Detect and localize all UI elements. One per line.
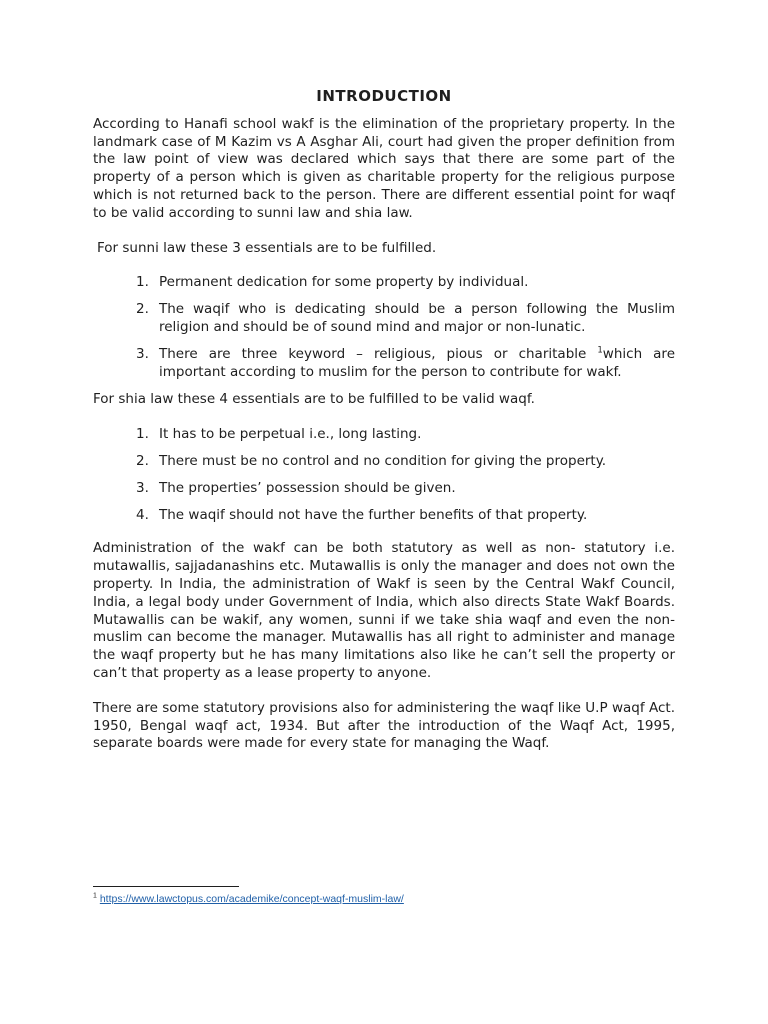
list-number: 1.: [136, 274, 149, 291]
page-title: INTRODUCTION: [316, 87, 452, 105]
sunni-essentials-list: [136, 274, 675, 381]
document-body: [93, 88, 675, 753]
list-number: 4.: [136, 506, 149, 523]
list-text: There must be no control and no condition for giving the property.: [159, 452, 607, 469]
footnote-link[interactable]: https://www.lawctopus.com/academike/concept-waqf-muslim-law/: [99, 893, 404, 905]
list-text-after: which are important according to muslim for the person to contribute for wakf.: [159, 345, 675, 380]
list-item: [136, 480, 675, 498]
list-number: 2.: [136, 452, 149, 469]
list-text: The waqif who is dedicating should be a person following the Muslim religion and should be of sound mind and major or non-lunatic.: [159, 301, 675, 335]
footnote-separator: [93, 886, 239, 887]
list-text: It has to be perpetual i.e., long lasting.: [159, 426, 422, 443]
list-number: 1.: [136, 426, 149, 443]
list-item: [136, 507, 675, 525]
list-text: The properties’ possession should be given.: [159, 479, 456, 496]
footnote: [93, 893, 404, 905]
administration-paragraph: Administration of the wakf can be both statutory as well as non- statutory i.e. mutawallis, sajjadanashins etc. Mutawallis is only the manager and does not own the property. In India, the administration of Wakf is seen by the Central Wakf Council, India, a legal body under Government of India, which also directs State Wakf Boards. Mutawallis can be wakif, any women, sunni if we take shia waqf and even the non-muslim can become the manager. Mutawallis has all right to administer and manage the waqf property but he has many limitations also like he can’t sell the property or can’t that property as a lease property to anyone.: [93, 540, 675, 681]
list-item: [136, 426, 675, 444]
list-item: [136, 301, 675, 337]
intro-paragraph: According to Hanafi school wakf is the elimination of the proprietary property. In the landmark case of M Kazim vs A Asghar Ali, court had given the proper definition from the law point of view was declared which says that there are some part of the property of a person which is given as charitable property for the religious purpose which is not returned back to the person. There are different essential point for waqf to be valid according to sunni law and shia law.: [93, 115, 675, 221]
list-item: [136, 274, 675, 292]
list-number: 3.: [136, 479, 149, 496]
list-number: 3.: [136, 345, 149, 362]
statutory-paragraph: There are some statutory provisions also for administering the waqf like U.P waqf Act. 1950, Bengal waqf act, 1934. But after the introduction of the Waqf Act, 1995, separate boards were made for every state for managing the Waqf.: [93, 699, 675, 752]
shia-essentials-list: [136, 426, 675, 524]
shia-lead: For shia law these 4 essentials are to be fulfilled to be valid waqf.: [93, 391, 535, 408]
list-item: [136, 453, 675, 471]
list-text: Permanent dedication for some property by individual.: [159, 274, 529, 291]
footnote-marker: 1: [93, 892, 97, 900]
sunni-lead: For sunni law these 3 essentials are to be fulfilled.: [97, 239, 437, 256]
list-text-before: There are three keyword – religious, pious or charitable: [159, 345, 598, 362]
list-item: [136, 346, 675, 382]
footnote-reference[interactable]: 1: [597, 345, 603, 356]
list-number: 2.: [136, 301, 149, 318]
list-text: The waqif should not have the further benefits of that property.: [159, 506, 588, 523]
